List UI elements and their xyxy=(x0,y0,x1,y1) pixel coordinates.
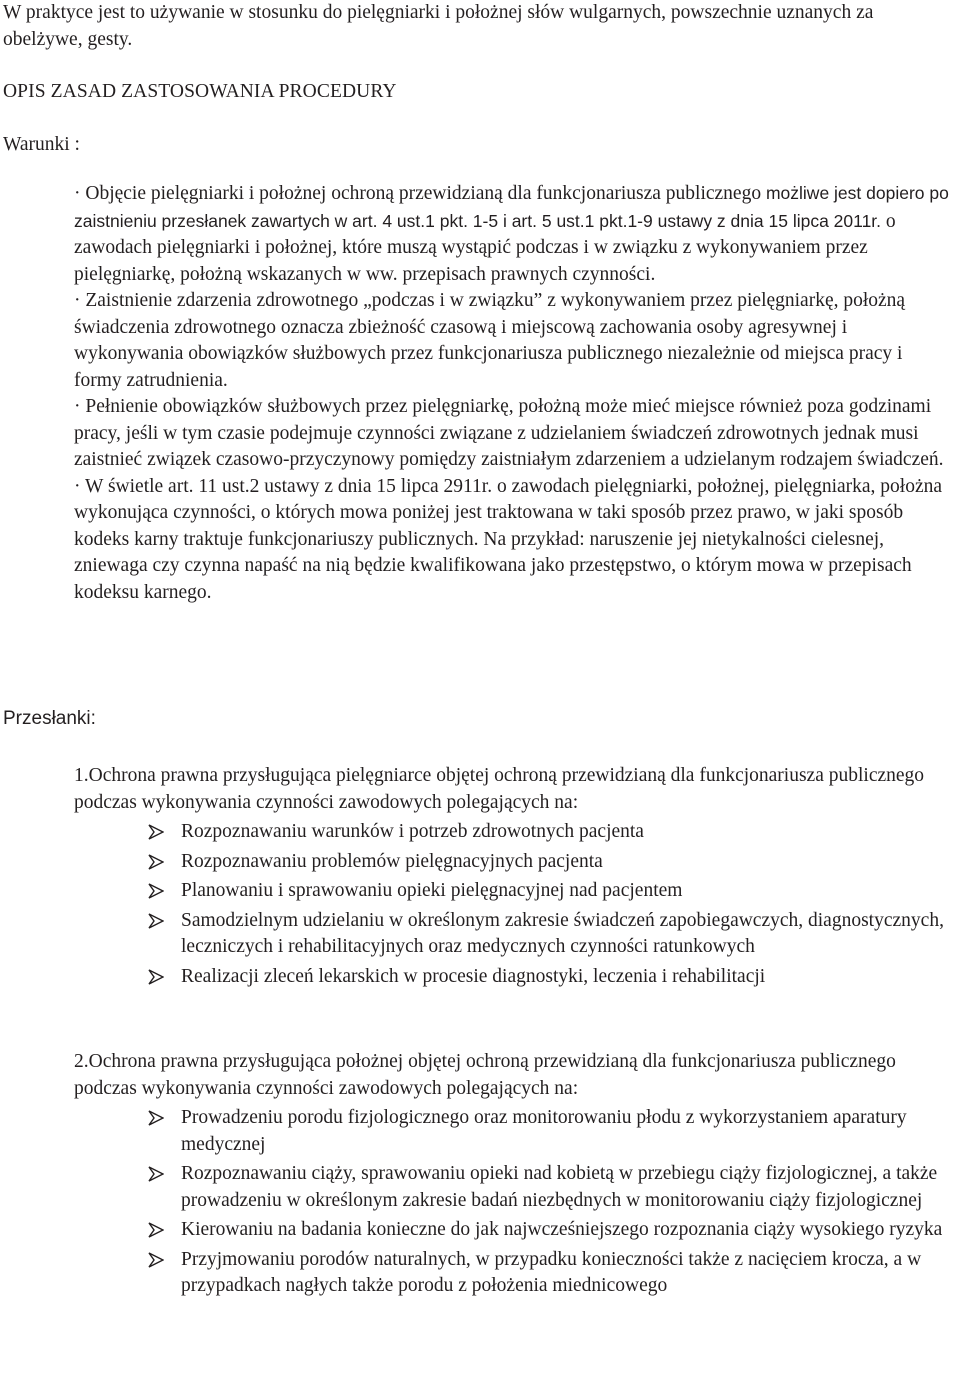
list-item-text: Rozpoznawaniu ciąży, sprawowaniu opieki nad kobietą w przebiegu ciąży fizjologicznej, a także prowadzeniu w określonym zakresie badań niezbędnych w monitorowaniu ciąży fizjologicznej xyxy=(181,1163,938,1211)
conditions-body xyxy=(74,180,954,606)
list-item xyxy=(74,1105,954,1158)
conditions-paragraph-4: · W świetle art. 11 ust.2 ustawy z dnia 15 lipca 2911r. o zawodach pielęgniarki, położnej, pielęgniarka, położna wykonująca czynności, o których mowa poniżej jest traktowana w taki sposób przez prawo, w jaki sposób kodeks karny traktuje funkcjonariuszy publicznych. Na przykład: naruszenie jej nietykalności cielesnej, zniewaga czy czynna napaść na nią będzie kwalifikowana jako przestępstwo, o którym mowa w przepisach kodeksu karnego. xyxy=(74,475,943,603)
arrow-bullet-icon xyxy=(148,1222,164,1238)
conditions-paragraph-1 xyxy=(74,180,954,288)
arrow-bullet-icon xyxy=(148,883,164,899)
premises-section-2-list xyxy=(74,1105,954,1300)
list-item xyxy=(74,849,954,876)
premises-section-1 xyxy=(74,763,954,992)
arrow-bullet-icon xyxy=(148,969,164,985)
list-item-text: Przyjmowaniu porodów naturalnych, w przypadku konieczności także z nacięciem krocza, a w przypadkach nagłych także porodu z położenia miednicowego xyxy=(181,1248,922,1296)
premises-section-1-list xyxy=(74,819,954,990)
premises-section-1-intro: 1.Ochrona prawna przysługująca pielęgniarce objętej ochroną przewidzianą dla funkcjonariusza publicznego podczas wykonywania czynności zawodowych polegających na: xyxy=(74,765,925,813)
list-item-text: Realizacji zleceń lekarskich w procesie diagnostyki, leczenia i rehabilitacji xyxy=(181,965,766,987)
list-item-text: Rozpoznawaniu problemów pielęgnacyjnych pacjenta xyxy=(181,850,603,872)
list-item-text: Kierowaniu na badania konieczne do jak najwcześniejszego rozpoznania ciąży wysokiego ryzyka xyxy=(181,1219,943,1240)
conditions-paragraph-1-legal-reference: możliwe jest dopiero po zaistnieniu przesłanek zawartych w art. 4 ust.1 pkt. 1-5 i art. 5 ust.1 pkt.1-9 ustawy z dnia 15 lipca 2011r. xyxy=(74,183,949,231)
premises-label: Przesłanki: xyxy=(3,708,96,729)
list-item xyxy=(74,1161,954,1214)
arrow-bullet-icon xyxy=(148,913,164,929)
list-item xyxy=(74,1247,954,1300)
arrow-bullet-icon xyxy=(148,1252,164,1268)
list-item-text: Samodzielnym udzielaniu w określonym zakresie świadczeń zapobiegawczych, diagnostycznych, leczniczych i rehabilitacyjnych oraz medycznych czynności ratunkowych xyxy=(181,909,944,957)
conditions-label: Warunki : xyxy=(3,134,80,155)
arrow-bullet-icon xyxy=(148,824,164,840)
list-item xyxy=(74,964,954,991)
list-item xyxy=(74,908,954,961)
arrow-bullet-icon xyxy=(148,854,164,870)
arrow-bullet-icon xyxy=(148,1110,164,1126)
intro-paragraph: W praktyce jest to używanie w stosunku do pielęgniarki i położnej słów wulgarnych, powszechnie uznanych za obelżywe, gesty. xyxy=(3,2,874,50)
arrow-bullet-icon xyxy=(148,1166,164,1182)
list-item-text: Prowadzeniu porodu fizjologicznego oraz monitorowaniu płodu z wykorzystaniem aparatury medycznej xyxy=(181,1107,907,1155)
section-heading: OPIS ZASAD ZASTOSOWANIA PROCEDURY xyxy=(3,81,397,102)
conditions-paragraph-1-start: · Objęcie pielęgniarki i położnej ochroną przewidzianą dla funkcjonariusza publicznego xyxy=(74,183,766,204)
conditions-paragraph-1-end: o zawodach pielęgniarki i położnej, które muszą wystąpić podczas i w związku z wykonywaniem przez pielęgniarkę, położną wskazanych w ww. przepisach prawnych czynności. xyxy=(74,210,896,285)
list-item xyxy=(74,819,954,846)
list-item-text: Rozpoznawaniu warunków i potrzeb zdrowotnych pacjenta xyxy=(181,821,644,842)
list-item xyxy=(74,878,954,905)
list-item-text: Planowaniu i sprawowaniu opieki pielęgnacyjnej nad pacjentem xyxy=(181,880,683,901)
conditions-paragraph-2: · Zaistnienie zdarzenia zdrowotnego „podczas i w związku” z wykonywaniem przez pielęgniarkę, położną świadczenia zdrowotnego oznacza zbieżność czasową i miejscową zachowania osoby agresywnej i wykonywania obowiązków służbowych przez funkcjonariusza publicznego niezależnie od miejsca pracy i formy zatrudnienia. xyxy=(74,290,906,391)
premises-section-2 xyxy=(74,1049,954,1303)
conditions-paragraph-3: · Pełnienie obowiązków służbowych przez pielęgniarkę, położną może mieć miejsce również poza godzinami pracy, jeśli w tym czasie podejmuje czynności związane z udzielaniem świadczeń zdrowotnych jednak musi zaistnieć związek czasowo-przyczynowy pomiędzy zaistniałym zdarzeniem a udzielanym rodzajem świadczeń. xyxy=(74,396,944,470)
list-item xyxy=(74,1217,954,1244)
premises-section-2-intro: 2.Ochrona prawna przysługująca położnej objętej ochroną przewidzianą dla funkcjonariusza publicznego podczas wykonywania czynności zawodowych polegających na: xyxy=(74,1051,896,1099)
